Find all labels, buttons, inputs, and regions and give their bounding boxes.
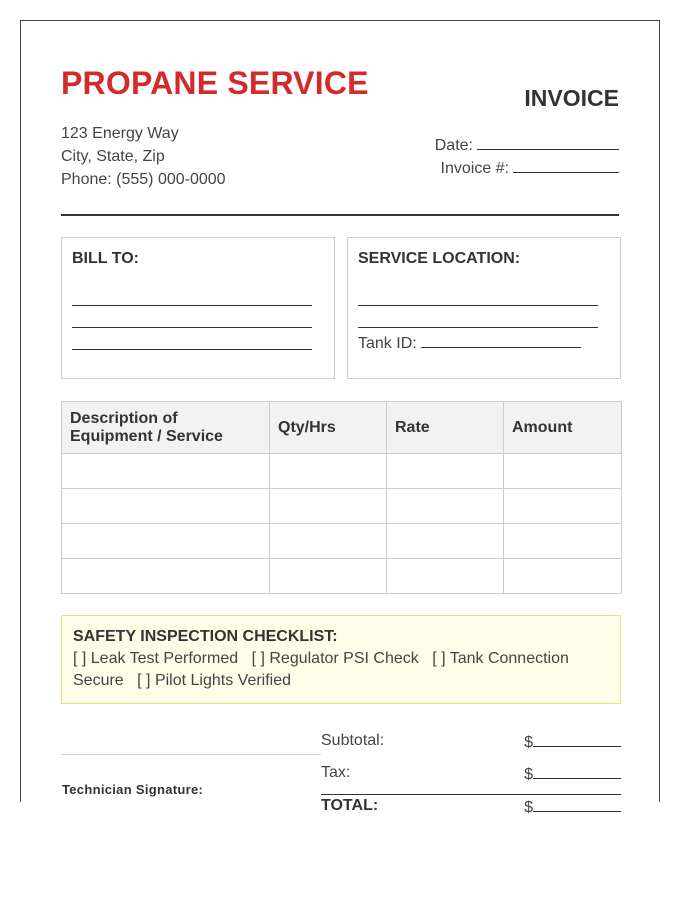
bill-to-line-1[interactable] <box>72 305 312 306</box>
subtotal-row <box>321 730 621 762</box>
checklist-item-pilot-lights[interactable]: [ ] Pilot Lights Verified <box>137 672 292 689</box>
table-cell[interactable] <box>62 454 270 489</box>
safety-checklist-title: SAFETY INSPECTION CHECKLIST: <box>73 628 338 645</box>
column-header-description: Description of Equipment / Service <box>62 402 270 454</box>
total-field[interactable] <box>533 797 621 812</box>
tax-row <box>321 762 621 795</box>
service-location-line-2[interactable] <box>358 327 598 328</box>
date-row <box>435 134 619 157</box>
table-cell[interactable] <box>270 454 387 489</box>
table-cell[interactable] <box>387 524 504 559</box>
column-header-rate: Rate <box>387 402 504 454</box>
technician-signature-label: Technician Signature: <box>62 782 204 797</box>
invoice-number-label: Invoice #: <box>440 160 509 177</box>
checklist-item-regulator-psi[interactable]: [ ] Regulator PSI Check <box>251 650 419 667</box>
table-row <box>62 454 622 489</box>
date-label: Date: <box>434 137 473 154</box>
company-name: PROPANE SERVICE <box>61 65 369 101</box>
tax-label: Tax: <box>321 764 351 781</box>
table-row <box>62 524 622 559</box>
bill-to-line-2[interactable] <box>72 327 312 328</box>
bill-to-box <box>61 237 335 379</box>
address-street: 123 Energy Way <box>61 125 179 142</box>
bill-to-line-3[interactable] <box>72 349 312 350</box>
safety-checklist <box>61 615 621 704</box>
table-cell[interactable] <box>504 559 622 594</box>
invoice-number-row <box>435 157 619 180</box>
table-cell[interactable] <box>504 489 622 524</box>
company-address <box>61 122 226 191</box>
checklist-item-leak-test[interactable]: [ ] Leak Test Performed <box>73 650 239 667</box>
checklist-item-tank-connection[interactable]: [ ] Tank Connection Secure <box>73 650 569 689</box>
subtotal-field[interactable] <box>533 732 621 747</box>
invoice-number-field[interactable] <box>513 158 619 173</box>
table-row <box>62 489 622 524</box>
total-row <box>321 795 621 827</box>
tax-amount <box>524 764 621 784</box>
table-cell[interactable] <box>387 559 504 594</box>
table-cell[interactable] <box>504 524 622 559</box>
column-header-amount: Amount <box>504 402 622 454</box>
table-cell[interactable] <box>387 489 504 524</box>
header-divider <box>61 214 619 216</box>
total-amount <box>524 797 621 817</box>
column-header-qty: Qty/Hrs <box>270 402 387 454</box>
service-location-title: SERVICE LOCATION: <box>358 250 521 267</box>
invoice-meta <box>435 134 619 180</box>
table-cell[interactable] <box>270 559 387 594</box>
subtotal-label: Subtotal: <box>321 732 385 749</box>
table-cell[interactable] <box>62 489 270 524</box>
currency-symbol: $ <box>524 799 533 816</box>
tank-id-row <box>358 333 581 353</box>
table-row <box>62 559 622 594</box>
currency-symbol: $ <box>524 734 533 751</box>
table-cell[interactable] <box>62 524 270 559</box>
table-cell[interactable] <box>504 454 622 489</box>
tank-id-label: Tank ID: <box>358 335 417 352</box>
table-cell[interactable] <box>270 489 387 524</box>
invoice-page <box>20 20 660 816</box>
document-title: INVOICE <box>524 85 619 111</box>
service-items-table <box>61 401 622 594</box>
total-label: TOTAL: <box>321 797 379 814</box>
signature-divider <box>61 754 321 755</box>
totals-section <box>321 730 621 827</box>
address-phone: Phone: (555) 000-0000 <box>61 171 226 188</box>
table-header-row <box>62 402 622 454</box>
date-field[interactable] <box>477 135 619 150</box>
table-cell[interactable] <box>62 559 270 594</box>
address-city: City, State, Zip <box>61 148 165 165</box>
bill-to-title: BILL TO: <box>72 250 139 267</box>
table-cell[interactable] <box>387 454 504 489</box>
table-cell[interactable] <box>270 524 387 559</box>
service-location-line-1[interactable] <box>358 305 598 306</box>
tank-id-field[interactable] <box>421 333 581 348</box>
subtotal-amount <box>524 732 621 752</box>
service-location-box <box>347 237 621 379</box>
tax-field[interactable] <box>533 764 621 779</box>
currency-symbol: $ <box>524 766 533 783</box>
safety-checklist-items <box>73 648 609 692</box>
